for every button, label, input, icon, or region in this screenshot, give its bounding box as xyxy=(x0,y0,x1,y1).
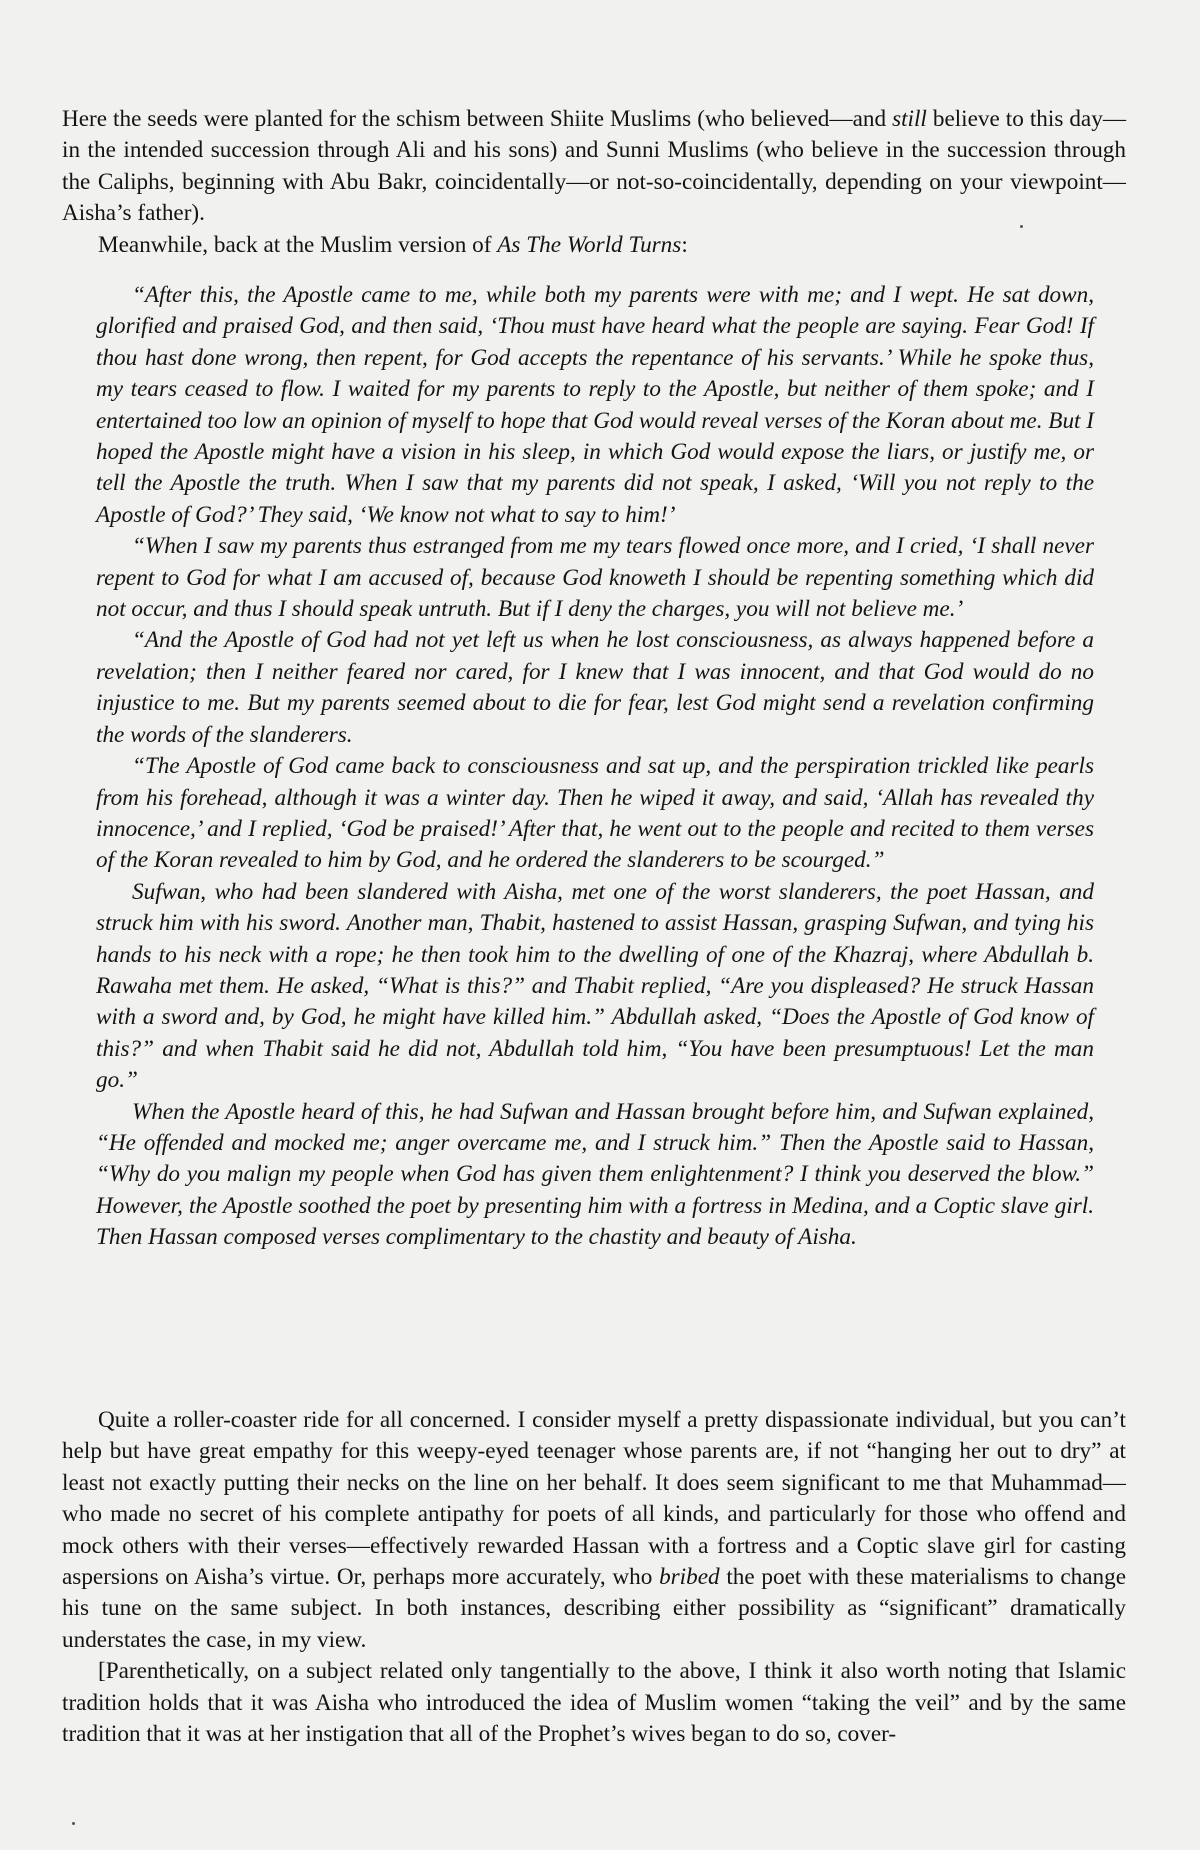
quote-paragraph-5: Sufwan, who had been slandered with Aisha, met one of the worst slanderers, the poet Hassan, and struck him with his sword. Another man, Thabit, hastened to assist Hassan, grasping Sufwan, and tying his hands to his neck with a rope; he then took him to the dwelling of one of the Khazraj, where Abdullah b. Rawaha met them. He asked, “What is this?” and Thabit replied, “Are you displeased? He struck Hassan with a sword and, by God, he might have killed him.” Abdullah asked, “Does the Apostle of God know of this?” and when Thabit said he did not, Abdullah told him, “You have been presumptuous! Let the man go.” xyxy=(96,878,1094,1094)
quote-paragraph-1: “After this, the Apostle came to me, while both my parents were with me; and I wept. He sat down, glorified and praised God, and then said, ‘Thou must have heard what the people are saying. Fear God! If thou hast done wrong, then repent, for God accepts the repentance of his servants.’ While he spoke thus, my tears ceased to flow. I waited for my parents to reply to the Apostle, but neither of them spoke; and I entertained too low an opinion of myself to hope that God would reveal verses of the Koran about me. But I hoped the Apostle might have a vision in his sleep, in which God would expose the liars, or justify me, or tell the Apostle the truth. When I saw that my parents did not speak, I asked, ‘Will you not reply to the Apostle of God?’ They said, ‘We know not what to say to him!’ xyxy=(96,282,1095,528)
outro-paragraph-veil: [Parenthetically, on a subject related only tangentially to the above, I think it also worth noting that Islamic tradition holds that it was Aisha who introduced the idea of Muslim women “taking the veil” and by the same tradition that it was at her instigation that all of the Prophet’s wives began to do so, cover- xyxy=(62,1658,1126,1748)
meanwhile-colon: : xyxy=(681,231,688,258)
quote-paragraph-2: “When I saw my parents thus estranged from me my tears flowed once more, and I cried, ‘I shall never repent to God for what I am accused of, because God knoweth I should be repenting something which did not occur, and thus I should speak untruth. But if I deny the charges, you will not believe me.’ xyxy=(96,533,1094,623)
intro-paragraph-schism xyxy=(62,104,1126,230)
block-quote xyxy=(96,280,1094,1254)
scan-speck xyxy=(1020,225,1023,228)
outro-emphasis-bribed: bribed xyxy=(659,1564,720,1591)
intro-text-end: believe to this day—in the intended succession through Ali and his sons) and Sunni Muslims (who believe in the succession through the Caliphs, beginning with Abu Bakr, coincidentally—or not-so-coincidentally, depending on your viewpoint—Aisha’s father). xyxy=(62,106,1127,227)
intro-paragraph-meanwhile xyxy=(62,230,1126,261)
meanwhile-text: Meanwhile, back at the Muslim version of xyxy=(98,231,498,258)
scan-speck xyxy=(72,1822,75,1825)
intro-text-start: Here the seeds were planted for the schism between Shiite Muslims (who believed—and xyxy=(62,106,893,132)
quote-paragraph-3: “And the Apostle of God had not yet left us when he lost consciousness, as always happened before a revelation; then I neither feared nor cared, for I knew that I was innocent, and that God would do no injustice to me. But my parents seemed about to die for fear, lest God might send a revelation confirming the words of the slanderers. xyxy=(96,627,1094,748)
outro-text-start: Quite a roller-coaster ride for all concerned. I consider myself a pretty dispassionate individual, but you can’t help but have great empathy for this weepy-eyed teenager whose parents are, if not “hanging her out to dry” at least not exactly putting their necks on the line on her behalf. It does seem significant to me that Muhammad—who made no secret of his complete antipathy for poets of all kinds, and particularly for those who offend and mock others with their verses—effectively rewarded Hassan with a fortress and a Coptic slave girl for casting aspersions on Aisha’s virtue. Or, perhaps more accurately, who xyxy=(62,1407,1126,1591)
outro-paragraph-rollercoaster xyxy=(62,1405,1126,1656)
quote-paragraph-4: “The Apostle of God came back to consciousness and sat up, and the perspiration trickled like pearls from his forehead, although it was a winter day. Then he wiped it away, and said, ‘Allah has revealed thy innocence,’ and I replied, ‘God be praised!’ After that, he went out to the people and recited to them verses of the Koran revealed to him by God, and he ordered the slanderers to be scourged.” xyxy=(96,753,1094,874)
quote-paragraph-6: When the Apostle heard of this, he had Sufwan and Hassan brought before him, and Sufwan explained, “He offended and mocked me; anger overcame me, and I struck him.” Then the Apostle said to Hassan, “Why do you malign my people when God has given them enlightenment? I think you deserved the blow.” However, the Apostle soothed the poet by presenting him with a fortress in Medina, and a Coptic slave girl. Then Hassan composed verses complimentary to the chastity and beauty of Aisha. xyxy=(96,1098,1094,1251)
outro-text-end: the poet with these materialisms to change his tune on the same subject. In both instances, describing either possibility as “significant” dramatically understates the case, in my view. xyxy=(62,1564,1126,1653)
intro-emphasis-still: still xyxy=(892,106,927,132)
intro-section xyxy=(62,104,1126,261)
soap-title: As The World Turns xyxy=(497,231,682,258)
outro-section xyxy=(62,1405,1126,1750)
